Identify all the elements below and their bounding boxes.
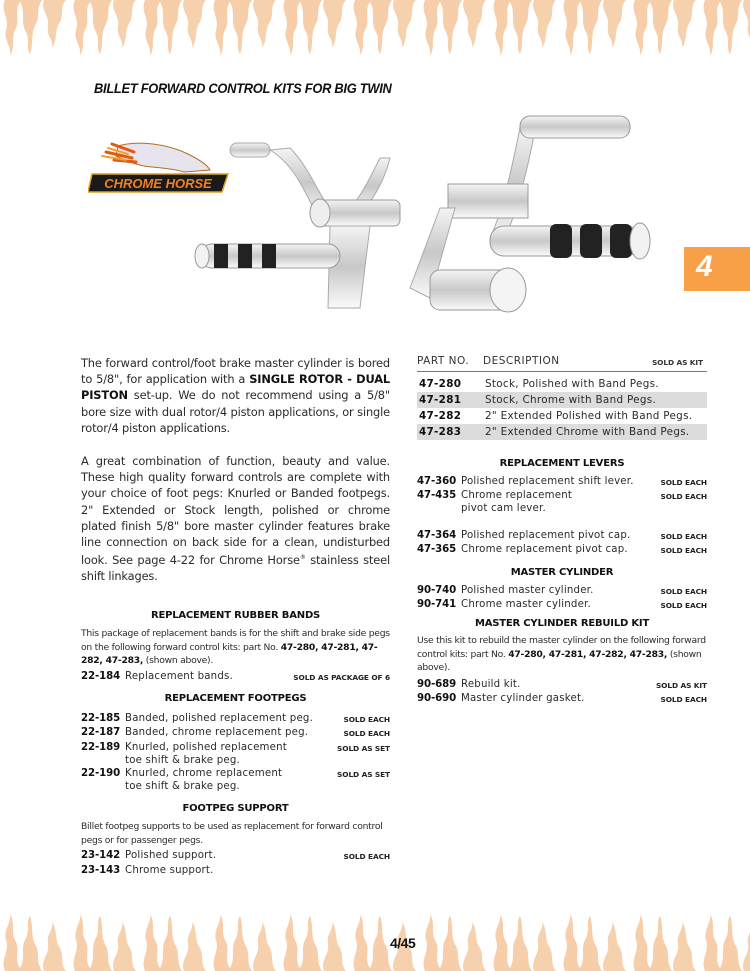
part-row: 23-143 Chrome support. <box>81 864 214 876</box>
right-column <box>417 355 707 706</box>
part-row: 22-190 Knurled, chrome replacement toe shift & brake peg. SOLD AS SET <box>81 767 390 793</box>
rebuild-kit-heading: MASTER CYLINDER REBUILD KIT <box>474 618 650 630</box>
part-row: 90-741 Chrome master cylinder. SOLD EACH <box>417 599 707 611</box>
kit-table-row: 47-283 2" Extended Chrome with Band Pegs. <box>417 424 707 440</box>
part-row: 22-187 Banded, chrome replacement peg. SOLD EACH <box>81 727 390 739</box>
footpeg-support-heading: FOOTPEG SUPPORT <box>182 803 289 815</box>
part-row: 22-185 Banded, polished replacement peg. SOLD EACH <box>81 713 390 725</box>
part-row: 23-142 Polished support. SOLD EACH <box>81 850 390 862</box>
kit-table-row: 47-282 2" Extended Polished with Band Pegs. <box>419 410 693 422</box>
kit-table-row: 47-281 Stock, Chrome with Band Pegs. <box>417 392 707 408</box>
part-row: 90-689 Rebuild kit. SOLD AS KIT <box>417 678 707 690</box>
levers-heading: REPLACEMENT LEVERS <box>499 458 625 469</box>
rubber-bands-description: This package of replacement bands is for the shift and brake side pegs on the following forward control kits: part No. 47-280, 47-281, 47-282, 47-283, (shown above). <box>81 628 390 667</box>
part-row: 47-435 Chrome replacement pivot cam lever. SOLD EACH <box>417 490 707 515</box>
kit-table <box>417 355 707 440</box>
flame-border-top <box>0 0 750 58</box>
intro-paragraph-1: The forward control/foot brake master cylinder is bored to 5/8", for application with a SINGLE ROTOR - DUAL PISTON set-up. We do not recommend using a 5/8" bore size with dual rotor/4 piston applications, or single rotor/4 piston applications. <box>81 356 390 435</box>
rebuild-kit-description: Use this kit to rebuild the master cylinder on the following forward control kits: part No. 47-280, 47-281, 47-282, 47-283, (shown above). <box>417 635 706 674</box>
part-row: 47-360 Polished replacement shift lever. SOLD EACH <box>417 476 707 487</box>
kit-table-header: PART NO. DESCRIPTION SOLD AS KIT <box>417 355 707 372</box>
part-row: 90-690 Master cylinder gasket. SOLD EACH <box>417 693 707 705</box>
logo-text: CHROME HORSE <box>104 176 212 191</box>
part-row: 90-740 Polished master cylinder. SOLD EACH <box>417 585 707 597</box>
chapter-tab[interactable] <box>684 247 750 291</box>
page-number: 4/45 <box>390 935 416 951</box>
part-row: 47-364 Polished replacement pivot cap. SOLD EACH <box>417 529 707 541</box>
footpeg-support-description: Billet footpeg supports to be used as replacement for forward control pegs or for passenger pegs. <box>81 821 383 846</box>
page-title: BILLET FORWARD CONTROL KITS FOR BIG TWIN <box>94 80 392 96</box>
master-cylinder-heading: MASTER CYLINDER <box>510 567 614 579</box>
product-photo <box>190 108 670 328</box>
kit-table-row: 47-280 Stock, Polished with Band Pegs. <box>419 378 659 390</box>
part-row: 22-184 Replacement bands. SOLD AS PACKAGE OF 6 <box>81 670 390 682</box>
part-row: 47-365 Chrome replacement pivot cap. SOLD EACH <box>417 543 707 555</box>
flame-border-bottom <box>0 912 750 971</box>
footpegs-heading: REPLACEMENT FOOTPEGS <box>164 693 307 705</box>
part-row: 22-189 Knurled, polished replacement toe shift & brake peg. SOLD AS SET <box>81 741 390 766</box>
left-column <box>81 355 390 877</box>
chapter-tab-label: 4 <box>696 250 713 283</box>
intro-paragraph-2: A great combination of function, beauty and value. These high quality forward controls are complete with your choice of foot pegs: Knurled or Banded footpegs. 2" Extended or Stock length, polished or chrome plated finish 5/8" bore master cylinder features brake line connection on back side for a clean, undisturbed look. See page 4-22 for Chrome Horse® stainless steel shift linkages. <box>81 454 390 584</box>
rubber-bands-heading: REPLACEMENT RUBBER BANDS <box>150 610 321 622</box>
